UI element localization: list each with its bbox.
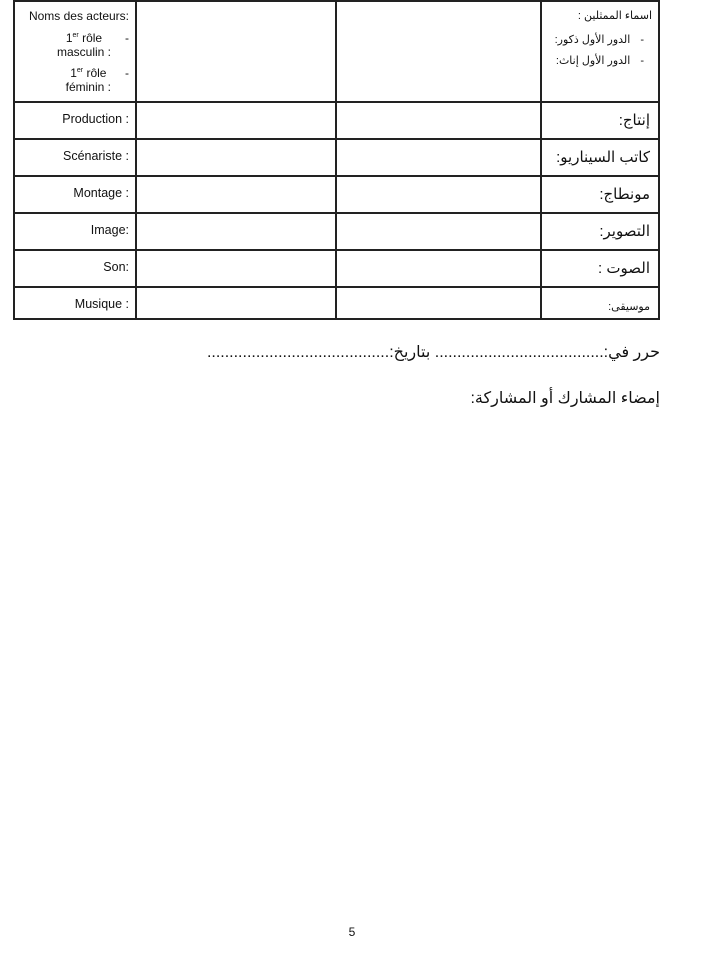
actors-title-fr: Noms des acteurs:: [28, 9, 129, 23]
male-role-fr: 1er rôle masculin : -: [56, 30, 129, 59]
sound-value-ar[interactable]: [336, 250, 541, 287]
image-label-fr: Image:: [90, 223, 129, 237]
actors-label-fr-cell: [14, 1, 136, 102]
editing-value-ar[interactable]: [336, 176, 541, 213]
image-value-ar[interactable]: [336, 213, 541, 250]
image-label-ar: التصوير:: [599, 223, 650, 240]
actors-value-ar-cell[interactable]: [336, 1, 541, 102]
image-value-fr[interactable]: [136, 213, 336, 250]
editing-value-fr[interactable]: [136, 176, 336, 213]
production-label-fr: Production :: [62, 112, 129, 126]
screenwriter-value-ar[interactable]: [336, 139, 541, 176]
screenwriter-label-fr: Scénariste :: [62, 149, 129, 163]
female-role-ar: -الدور الأول إناث:: [555, 55, 644, 68]
actors-label-ar-cell: [541, 1, 659, 102]
image-row: [14, 213, 659, 250]
production-value-ar[interactable]: [336, 102, 541, 139]
female-role-fr: 1er rôle féminin : -: [65, 66, 129, 95]
music-value-fr[interactable]: [136, 287, 336, 319]
sound-row: [14, 250, 659, 287]
screenwriter-value-fr[interactable]: [136, 139, 336, 176]
production-value-fr[interactable]: [136, 102, 336, 139]
music-label-ar: موسيقى:: [608, 301, 650, 313]
actors-row: [14, 1, 659, 102]
female-role-dash: -: [125, 66, 129, 81]
actors-value-fr-cell[interactable]: [136, 1, 336, 102]
page-number: 5: [348, 925, 356, 939]
male-role-dash: -: [125, 30, 129, 45]
music-label-fr: Musique :: [74, 297, 129, 311]
editing-row: [14, 176, 659, 213]
written-at-date-line: حرر في:...................................... بتاريخ:.........................................: [206, 344, 660, 361]
editing-label-fr: Montage :: [73, 186, 129, 200]
sound-label-fr: Son:: [103, 260, 129, 274]
sound-value-fr[interactable]: [136, 250, 336, 287]
male-role-ar: -الدور الأول ذكور:: [554, 34, 644, 47]
screenwriter-label-ar: كاتب السيناريو:: [556, 149, 650, 166]
screenwriter-row: [14, 139, 659, 176]
production-label-ar: إنتاج:: [618, 112, 650, 129]
editing-label-ar: مونطاج:: [599, 186, 650, 203]
actors-title-ar: اسماء الممثلين :: [577, 10, 652, 22]
sound-label-ar: الصوت :: [598, 260, 650, 277]
credits-form-table: [13, 0, 660, 320]
music-value-ar[interactable]: [336, 287, 541, 319]
production-row: [14, 102, 659, 139]
signature-line: إمضاء المشارك أو المشاركة:: [470, 390, 660, 407]
music-row: [14, 287, 659, 319]
